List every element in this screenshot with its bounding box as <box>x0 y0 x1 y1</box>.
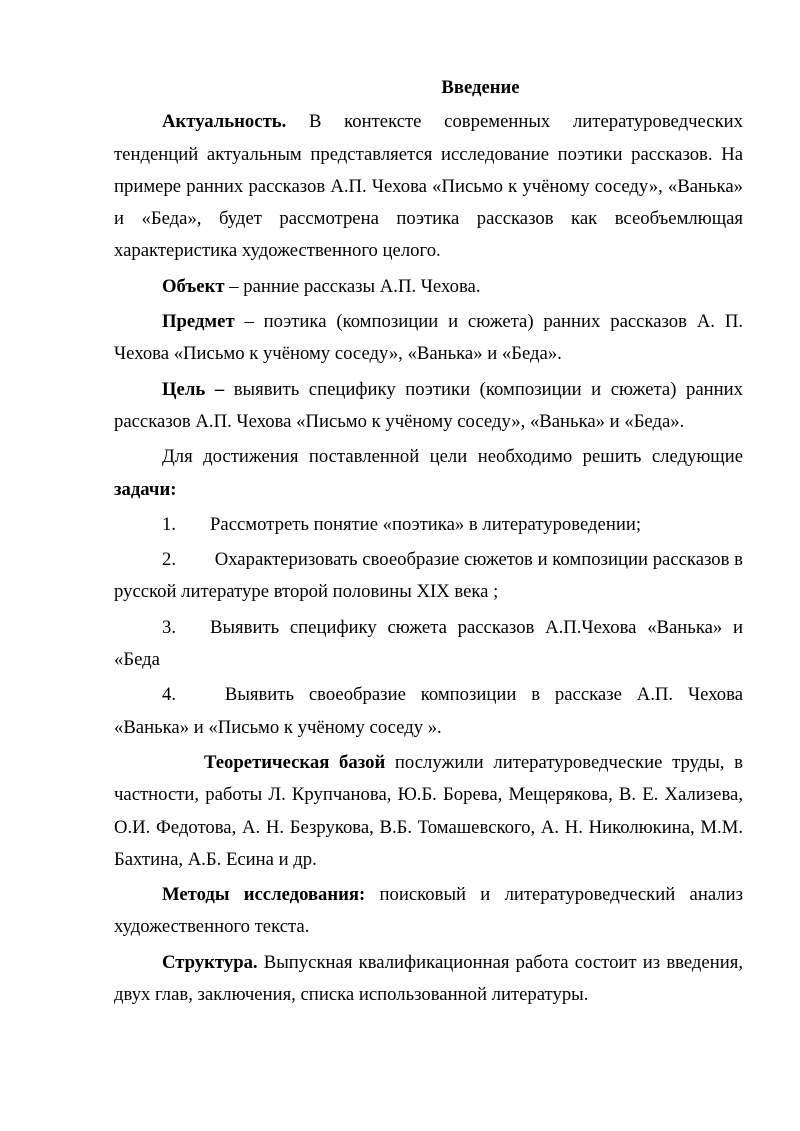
list-item <box>114 544 743 609</box>
methods-label: Методы исследования: <box>162 884 366 906</box>
goal-label: Цель – <box>162 378 225 400</box>
theory-paragraph <box>114 747 743 876</box>
methods-text: поисковый и литературоведческий анализ художественного текста. <box>114 884 743 938</box>
tasks-intro-paragraph <box>114 441 743 506</box>
subject-label: Предмет <box>162 311 235 333</box>
structure-text: Выпускная квалификационная работа состоит из введения, двух глав, заключения, списка использованной литературы. <box>114 951 743 1006</box>
list-item-number: 2. <box>162 549 177 571</box>
page-title: Введение <box>441 77 520 98</box>
goal-paragraph <box>114 374 743 439</box>
relevance-text: В контексте современных литературоведческих тенденций актуальным представляется исследование поэтики рассказов. На примере ранних рассказов А.П. Чехова «Письмо к учёному соседу», «Ванька» и «Беда», будет рассмотрена поэтика рассказов как всеобъемлющая характеристика художественного целого. <box>114 111 743 262</box>
structure-label: Структура. <box>162 951 258 973</box>
theory-label: Теоретическая базой <box>204 751 386 773</box>
list-item <box>114 509 743 541</box>
list-item-number: 3. <box>162 616 177 638</box>
object-paragraph <box>114 271 743 303</box>
list-item-text: Рассмотреть понятие «поэтика» в литературоведении; <box>210 513 642 535</box>
subject-text: – поэтика (композиции и сюжета) ранних рассказов А. П. Чехова «Письмо к учёному соседу», «Ванька» и «Беда». <box>114 311 743 365</box>
object-label: Объект <box>162 275 225 297</box>
list-item-text: Выявить специфику сюжета рассказов А.П.Чехова «Ванька» и «Беда <box>114 616 743 671</box>
methods-paragraph <box>114 879 743 944</box>
structure-paragraph <box>114 947 743 1012</box>
list-item-number: 1. <box>162 513 177 535</box>
tasks-intro-text: Для достижения поставленной цели необходимо решить следующие <box>162 446 743 468</box>
list-item-number: 4. <box>162 684 177 706</box>
relevance-paragraph <box>114 106 743 267</box>
list-item-text: Выявить своеобразие композиции в рассказе А.П. Чехова «Ванька» и «Письмо к учёному соседу ». <box>114 684 743 738</box>
subject-paragraph <box>114 306 743 371</box>
object-text: – ранние рассказы А.П. Чехова. <box>224 275 481 297</box>
goal-text: выявить специфику поэтики (композиции и сюжета) ранних рассказов А.П. Чехова «Письмо к учёному соседу», «Ванька» и «Беда». <box>114 378 743 432</box>
list-item <box>114 612 743 677</box>
list-item <box>114 679 743 744</box>
tasks-label: задачи: <box>114 478 177 500</box>
relevance-label: Актуальность. <box>162 111 287 133</box>
theory-text: послужили литературоведческие труды, в частности, работы Л. Крупчанова, Ю.Б. Борева, Мещерякова, В. Е. Хализева, О.И. Федотова, А. Н. Безрукова, В.Б. Томашевского, А. Н. Николюкина, М.М. Бахтина, А.Б. Есина и др. <box>114 751 743 870</box>
list-item-text: Охарактеризовать своеобразие сюжетов и композиции рассказов в русской литературе второй половины XIX века ; <box>114 549 743 603</box>
